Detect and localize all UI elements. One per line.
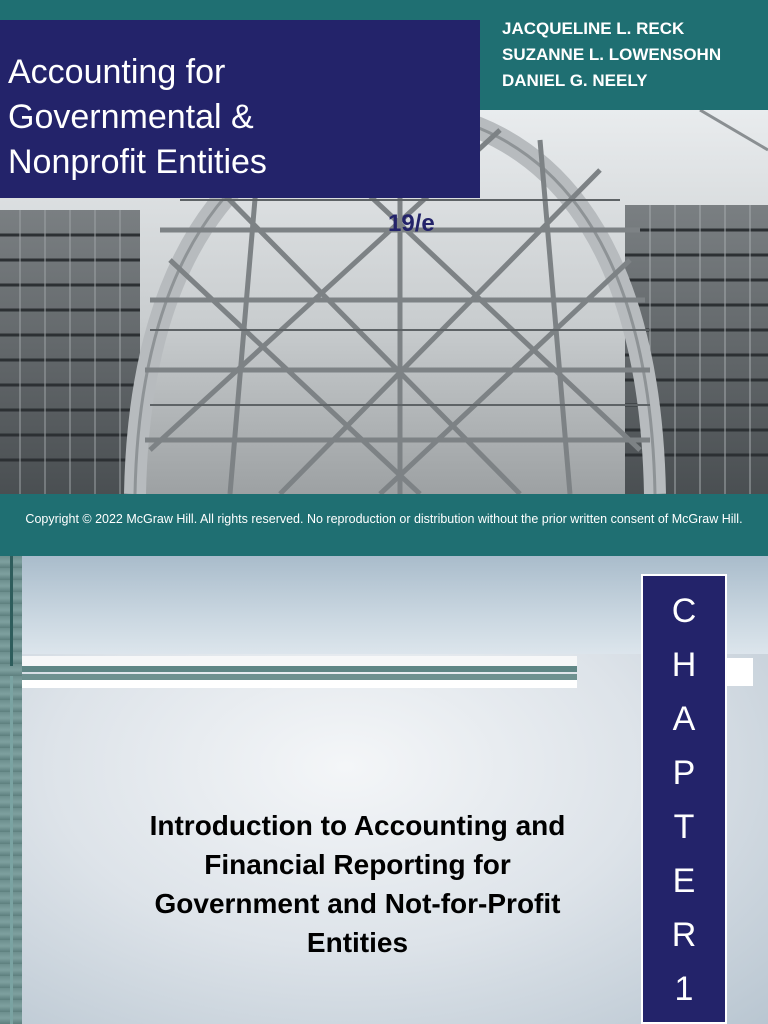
book-title-line: Accounting for	[8, 53, 226, 91]
chapter-title: Introduction to Accounting and Financial Reporting for Government and Not-for-Profit Entities	[149, 810, 566, 958]
chapter-letter: P	[672, 754, 696, 792]
author-name: JACQUELINE L. RECK	[502, 19, 685, 38]
chapter-letter: E	[672, 862, 696, 900]
book-title-box	[0, 20, 480, 198]
decorative-strip-line	[10, 676, 13, 1024]
chapter-slide	[0, 556, 768, 1024]
crane	[700, 110, 768, 150]
decorative-strip-line	[10, 556, 13, 666]
chapter-vertical-label	[641, 574, 727, 1024]
chapter-letter: H	[671, 646, 697, 684]
divider-rule	[22, 680, 577, 688]
book-title-line: Nonprofit Entities	[8, 143, 267, 181]
edition-label: 19/e	[388, 210, 435, 237]
book-title-line: Governmental &	[8, 98, 254, 136]
chapter-letter: T	[673, 808, 695, 846]
author-list	[502, 16, 762, 94]
author-name: SUZANNE L. LOWENSOHN	[502, 45, 722, 64]
decorative-tab	[725, 658, 753, 686]
author-name: DANIEL G. NEELY	[502, 71, 648, 90]
chapter-letter: R	[671, 916, 697, 954]
chapter-letter: C	[671, 592, 697, 630]
copyright-notice: Copyright © 2022 McGraw Hill. All rights reserved. No reproduction or distribution without the prior written consent of McGraw Hill.	[25, 512, 743, 526]
divider-rule	[22, 656, 577, 666]
chapter-letter: A	[672, 700, 696, 738]
chapter-number: 1	[674, 970, 694, 1008]
divider-rule	[22, 666, 577, 672]
